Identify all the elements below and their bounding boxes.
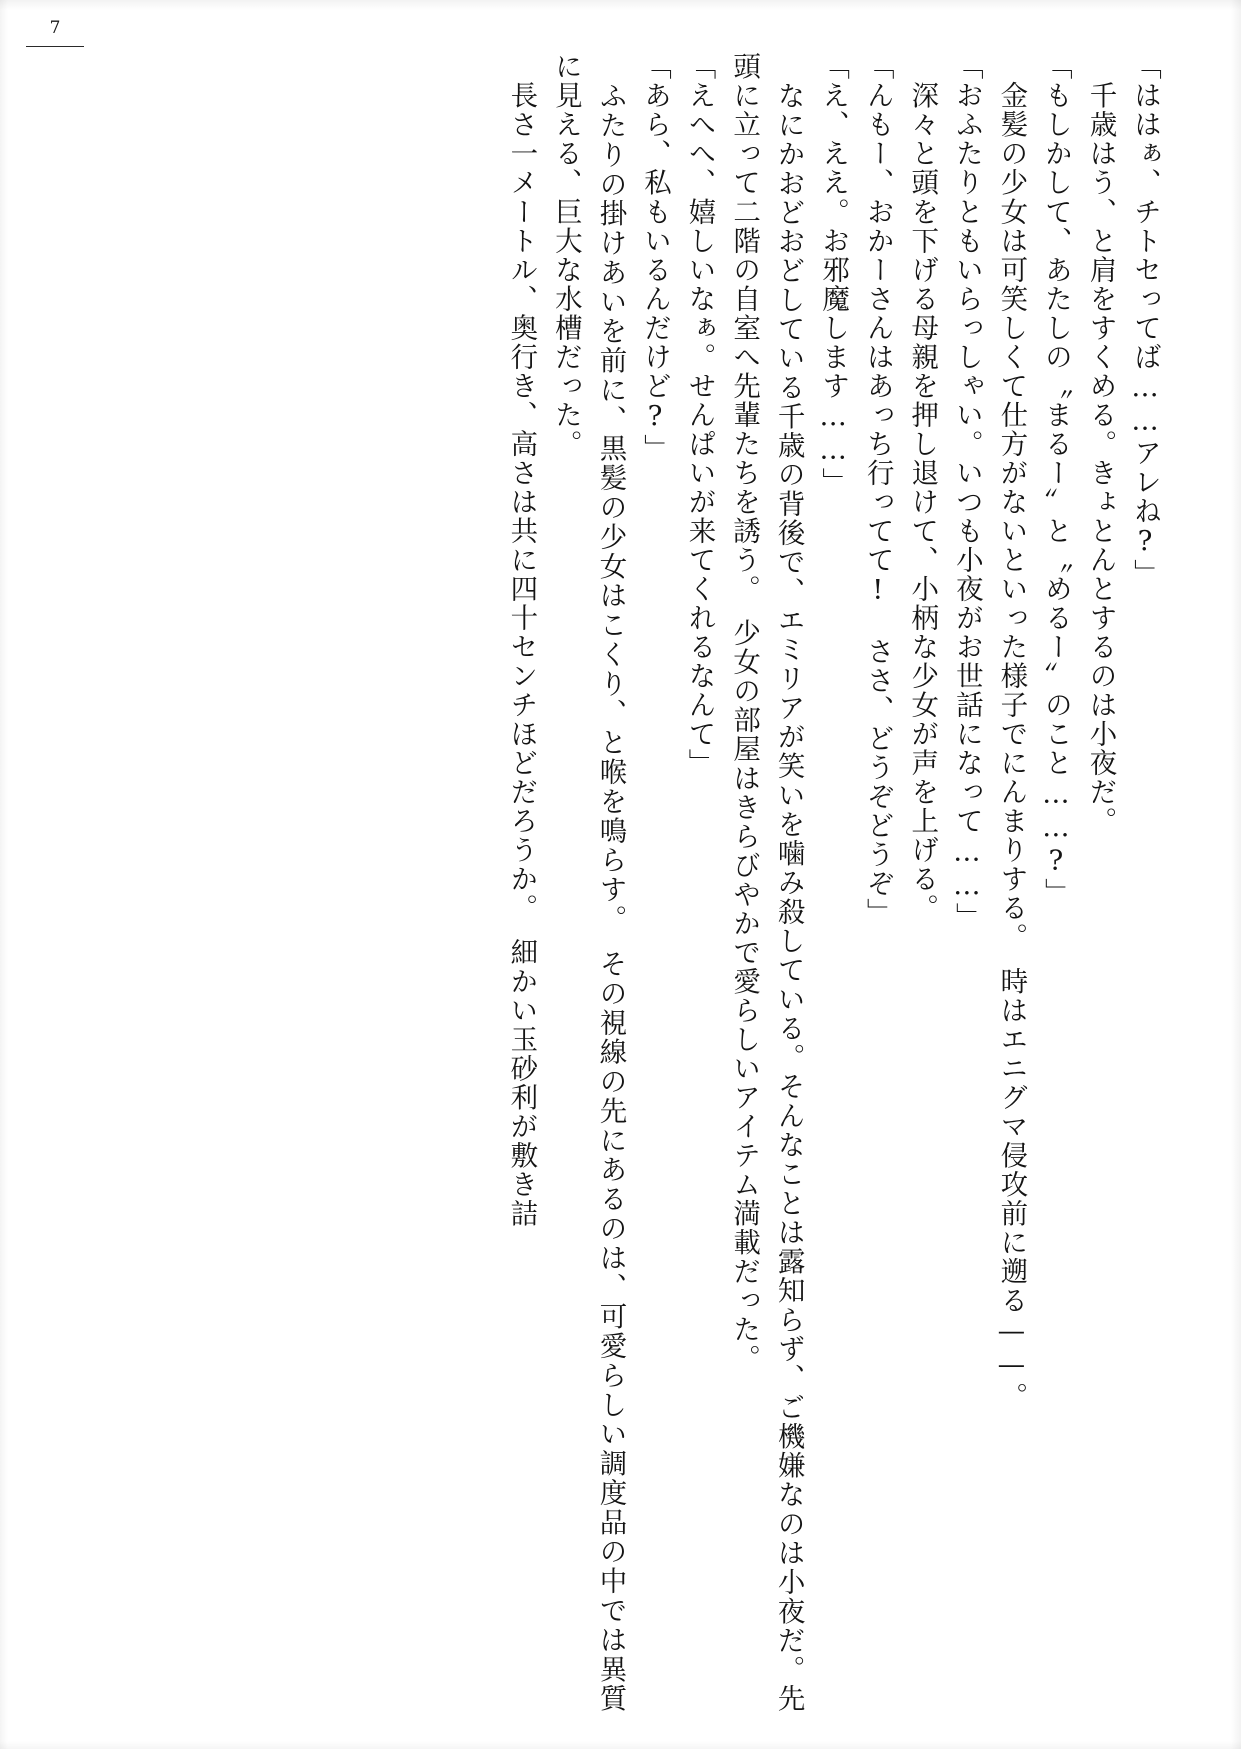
paragraph: 「あら、私もいるんだけど?」 <box>638 52 671 463</box>
paragraph: 「えへへ、嬉しいなぁ。せんぱいが来てくれるなんて」 <box>683 52 716 778</box>
paragraph: 深々と頭を下げる母親を押し退けて、小柄な少女が声を上げる。 <box>906 52 939 923</box>
page-body-text <box>62 52 1167 1713</box>
paragraph: 「ははぁ、チトセってば……アレね?」 <box>1129 52 1161 588</box>
page-number: 7 <box>49 18 61 38</box>
page-number-rule <box>26 46 84 47</box>
paragraph: 「もしかして、あたしの〝まるー〟と〝めるー〟のこと……?」 <box>1039 52 1072 907</box>
paragraph: 長さ一メートル、奥行き、高さは共に四十センチほどだろうか。 細かい玉砂利が敷き詰 <box>505 52 538 1228</box>
paragraph: なにかおどおどしている千歳の背後で、エミリアが笑いを噛み殺している。そんなことは露知らず、ご機嫌なのは小夜だ。先頭に立って二階の自室へ先輩たちを誘う。 少女の部屋はきらびやかで愛らしいアイテム満載だった。 <box>728 52 805 1713</box>
page-edge-shade-right <box>1231 0 1241 1749</box>
page-edge-shade-left <box>0 0 8 1749</box>
paragraph: 千歳はう、と肩をすくめる。きょとんとするのは小夜だ。 <box>1084 52 1117 836</box>
paragraph: 「え、ええ。お邪魔します……」 <box>817 52 850 497</box>
paragraph: 「んもー、おかーさんはあっち行ってて! ささ、どうぞどうぞ」 <box>861 52 894 927</box>
paragraph: ふたりの掛けあいを前に、黒髪の少女はこくり、と喉を鳴らす。 その視線の先にあるのは、可愛らしい調度品の中では異質に見える、巨大な水槽だった。 <box>549 52 627 1713</box>
paragraph: 金髪の少女は可笑しくて仕方がないといった様子でにんまりする。 時はエニグマ侵攻前に遡る——。 <box>995 52 1028 1411</box>
paragraph: 「おふたりともいらっしゃい。いつも小夜がお世話になって……」 <box>950 52 983 932</box>
page-edge-shade-top <box>0 0 1241 10</box>
page-edge-shade-bottom <box>0 1741 1241 1749</box>
